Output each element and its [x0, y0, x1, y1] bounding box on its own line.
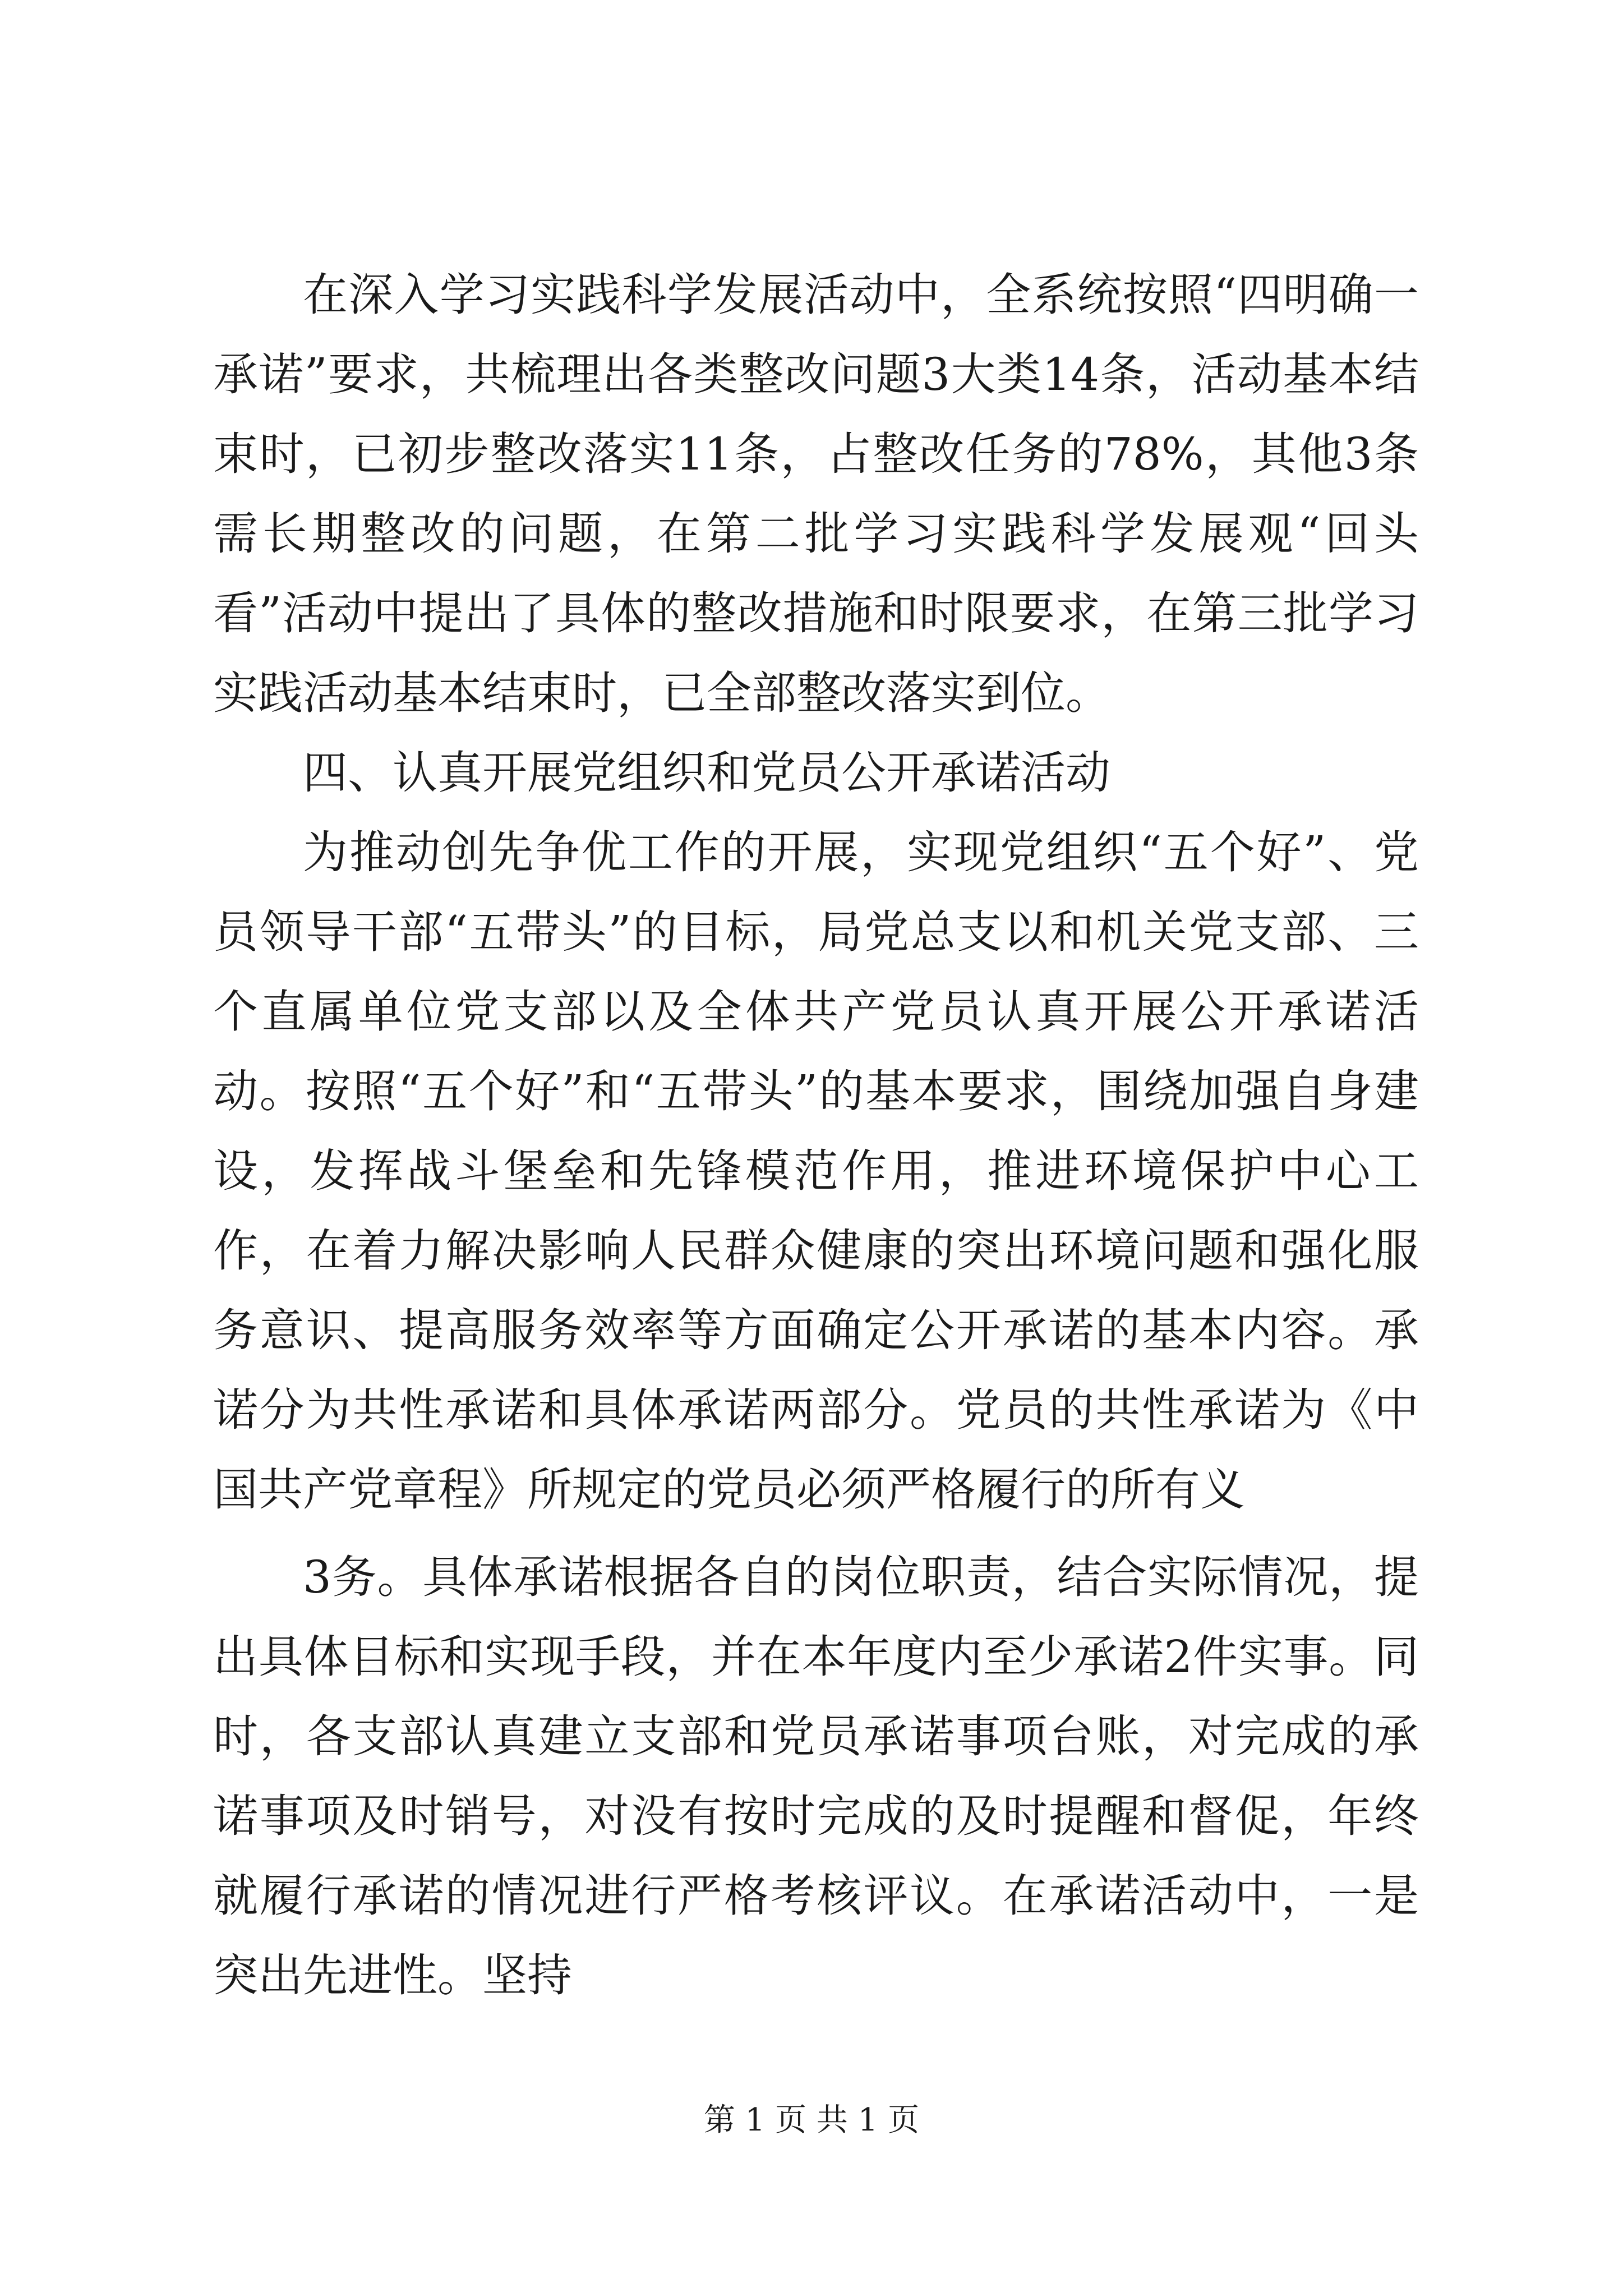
document-body: [213, 255, 1419, 2016]
section-heading-public-commitment: 四、认真开展党组织和党员公开承诺活动: [303, 747, 1110, 799]
paragraph-specific-commitment: 3务。具体承诺根据各自的岗位职责，结合实际情况，提出具体目标和实现手段，并在本年度内至少承诺2件实事。同时，各支部认真建立支部和党员承诺事项台账，对完成的承诺事项及时销号，对没有按时完成的及时提醒和督促，年终就履行承诺的情况进行严格考核评议。在承诺活动中，一是突出先进性。坚持: [213, 1551, 1419, 2001]
page-number-footer: 第 1 页 共 1 页: [703, 2102, 920, 2138]
paragraph-rectification: 在深入学习实践科学发展活动中，全系统按照“四明确一承诺”要求，共梳理出各类整改问题3大类14条，活动基本结束时，已初步整改落实11条，占整改任务的78%，其他3条需长期整改的问题，在第二批学习实践科学发展观“回头看”活动中提出了具体的整改措施和时限要求，在第三批学习实践活动基本结束时，已全部整改落实到位。: [213, 269, 1419, 719]
paragraph-commitment-activity: 为推动创先争优工作的开展，实现党组织“五个好”、党员领导干部“五带头”的目标，局党总支以和机关党支部、三个直属单位党支部以及全体共产党员认真开展公开承诺活动。按照“五个好”和“五带头”的基本要求，围绕加强自身建设，发挥战斗堡垒和先锋模范作用，推进环境保护中心工作，在着力解决影响人民群众健康的突出环境问题和强化服务意识、提高服务效率等方面确定公开承诺的基本内容。承诺分为共性承诺和具体承诺两部分。党员的共性承诺为《中国共产党章程》所规定的党员必须严格履行的所有义: [213, 826, 1419, 1516]
